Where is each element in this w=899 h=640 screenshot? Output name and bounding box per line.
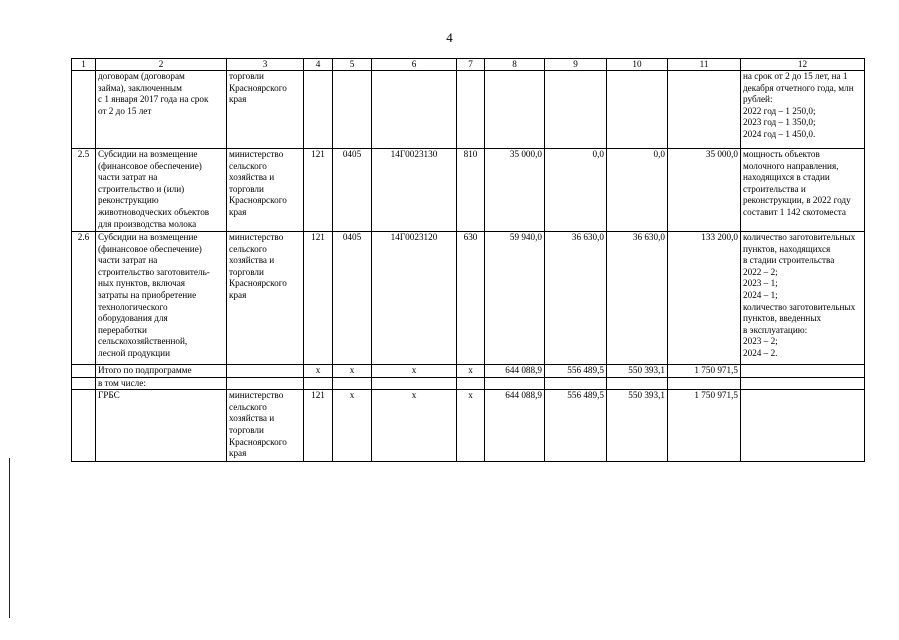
column-header: 9 [545,59,607,71]
cell-number [72,365,96,378]
column-header: 10 [607,59,668,71]
column-header: 3 [227,59,304,71]
cell-ministry [227,377,304,390]
header-row [72,59,865,71]
cell-rzpr: 0405 [333,232,372,365]
cell-amount-2022 [485,71,545,149]
cell-ministry: министерство сельского хозяйства и торговли Красноярского края [227,149,304,232]
cell-amount-2022 [485,377,545,390]
cell-grbs [304,377,333,390]
cell-result: мощность объектов молочного направления, находящихся в стадии строительства и реконструкции, в 2022 году составит 1 142 скотоместа [741,149,865,232]
cell-csr: 14Г0023120 [372,232,457,365]
cell-amount-2023: 556 489,5 [545,365,607,378]
cell-name: Субсидии на возмещение (финансовое обеспечение) части затрат на строительство и (или) реконструкцию животноводческих объектов для производства молока [96,149,227,232]
cell-result [741,365,865,378]
cell-amount-2023 [545,377,607,390]
cell-amount-2024: 550 393,1 [607,365,668,378]
column-header: 2 [96,59,227,71]
cell-amount-2024 [607,71,668,149]
cell-amount-total: 133 200,0 [668,232,741,365]
cell-vr: x [457,365,485,378]
cell-name: Итого по подпрограмме [96,365,227,378]
column-header: 5 [333,59,372,71]
cell-csr: x [372,365,457,378]
column-header: 4 [304,59,333,71]
cell-number: 2.6 [72,232,96,365]
cell-rzpr [333,71,372,149]
cell-vr: 630 [457,232,485,365]
cell-amount-2022: 644 088,9 [485,390,545,462]
cell-rzpr: x [333,390,372,462]
cell-number [72,390,96,462]
cell-result: количество заготовительных пунктов, находящихся в стадии строительства 2022 – 2; 2023 – 1; 2024 – 1; количество заготовительных пунктов, введенных в эксплуатацию: 2023 – 2; 2024 – 2. [741,232,865,365]
cell-ministry [227,365,304,378]
cell-amount-2022: 35 000,0 [485,149,545,232]
cell-number [72,71,96,149]
cell-amount-2024: 36 630,0 [607,232,668,365]
column-header: 6 [372,59,457,71]
cell-number [72,377,96,390]
column-header: 1 [72,59,96,71]
cell-amount-2024: 550 393,1 [607,390,668,462]
page-number: 4 [446,30,453,45]
cell-result [741,377,865,390]
cell-csr [372,71,457,149]
cell-name: договорам (договорам займа), заключенным с 1 января 2017 года на срок от 2 до 15 лет [96,71,227,149]
cell-grbs: 121 [304,390,333,462]
cell-ministry: министерство сельского хозяйства и торговли Красноярского края [227,232,304,365]
column-header: 8 [485,59,545,71]
cell-amount-total: 35 000,0 [668,149,741,232]
cell-amount-2023: 556 489,5 [545,390,607,462]
cell-vr [457,71,485,149]
cell-result [741,390,865,462]
cell-ministry: министерство сельского хозяйства и торговли Красноярского края [227,390,304,462]
cell-vr [457,377,485,390]
cell-amount-2023: 36 630,0 [545,232,607,365]
cell-grbs: 121 [304,232,333,365]
cell-amount-total: 1 750 971,5 [668,390,741,462]
cell-name: ГРБС [96,390,227,462]
cell-vr: 810 [457,149,485,232]
margin-line [9,458,10,618]
cell-result: на срок от 2 до 15 лет, на 1 декабря отчетного года, млн рублей: 2022 год – 1 250,0; 2023 год – 1 350,0; 2024 год – 1 450,0. [741,71,865,149]
table-row [72,71,865,149]
cell-amount-total [668,377,741,390]
cell-ministry: торговли Красноярского края [227,71,304,149]
column-header: 7 [457,59,485,71]
column-header: 11 [668,59,741,71]
column-header: 12 [741,59,865,71]
cell-csr [372,377,457,390]
table-row-subheader [72,377,865,390]
cell-rzpr: 0405 [333,149,372,232]
cell-rzpr [333,377,372,390]
table-row [72,149,865,232]
cell-rzpr: x [333,365,372,378]
table-row-total [72,365,865,378]
cell-amount-2023 [545,71,607,149]
cell-amount-total: 1 750 971,5 [668,365,741,378]
cell-csr: 14Г0023130 [372,149,457,232]
cell-amount-2024 [607,377,668,390]
cell-amount-2024: 0,0 [607,149,668,232]
cell-vr: x [457,390,485,462]
cell-csr: x [372,390,457,462]
cell-amount-2022: 59 940,0 [485,232,545,365]
table-row [72,390,865,462]
cell-name: в том числе: [96,377,227,390]
cell-number: 2.5 [72,149,96,232]
cell-name: Субсидии на возмещение (финансовое обеспечение) части затрат на строительство заготовитель- ных пунктов, включая затраты на приобретение технологического оборудования для переработки сельскохозяйственной, лесной продукции [96,232,227,365]
budget-table [71,58,865,462]
cell-grbs: 121 [304,149,333,232]
cell-grbs [304,71,333,149]
cell-grbs: x [304,365,333,378]
cell-amount-2023: 0,0 [545,149,607,232]
cell-amount-2022: 644 088,9 [485,365,545,378]
cell-amount-total [668,71,741,149]
table-row [72,232,865,365]
